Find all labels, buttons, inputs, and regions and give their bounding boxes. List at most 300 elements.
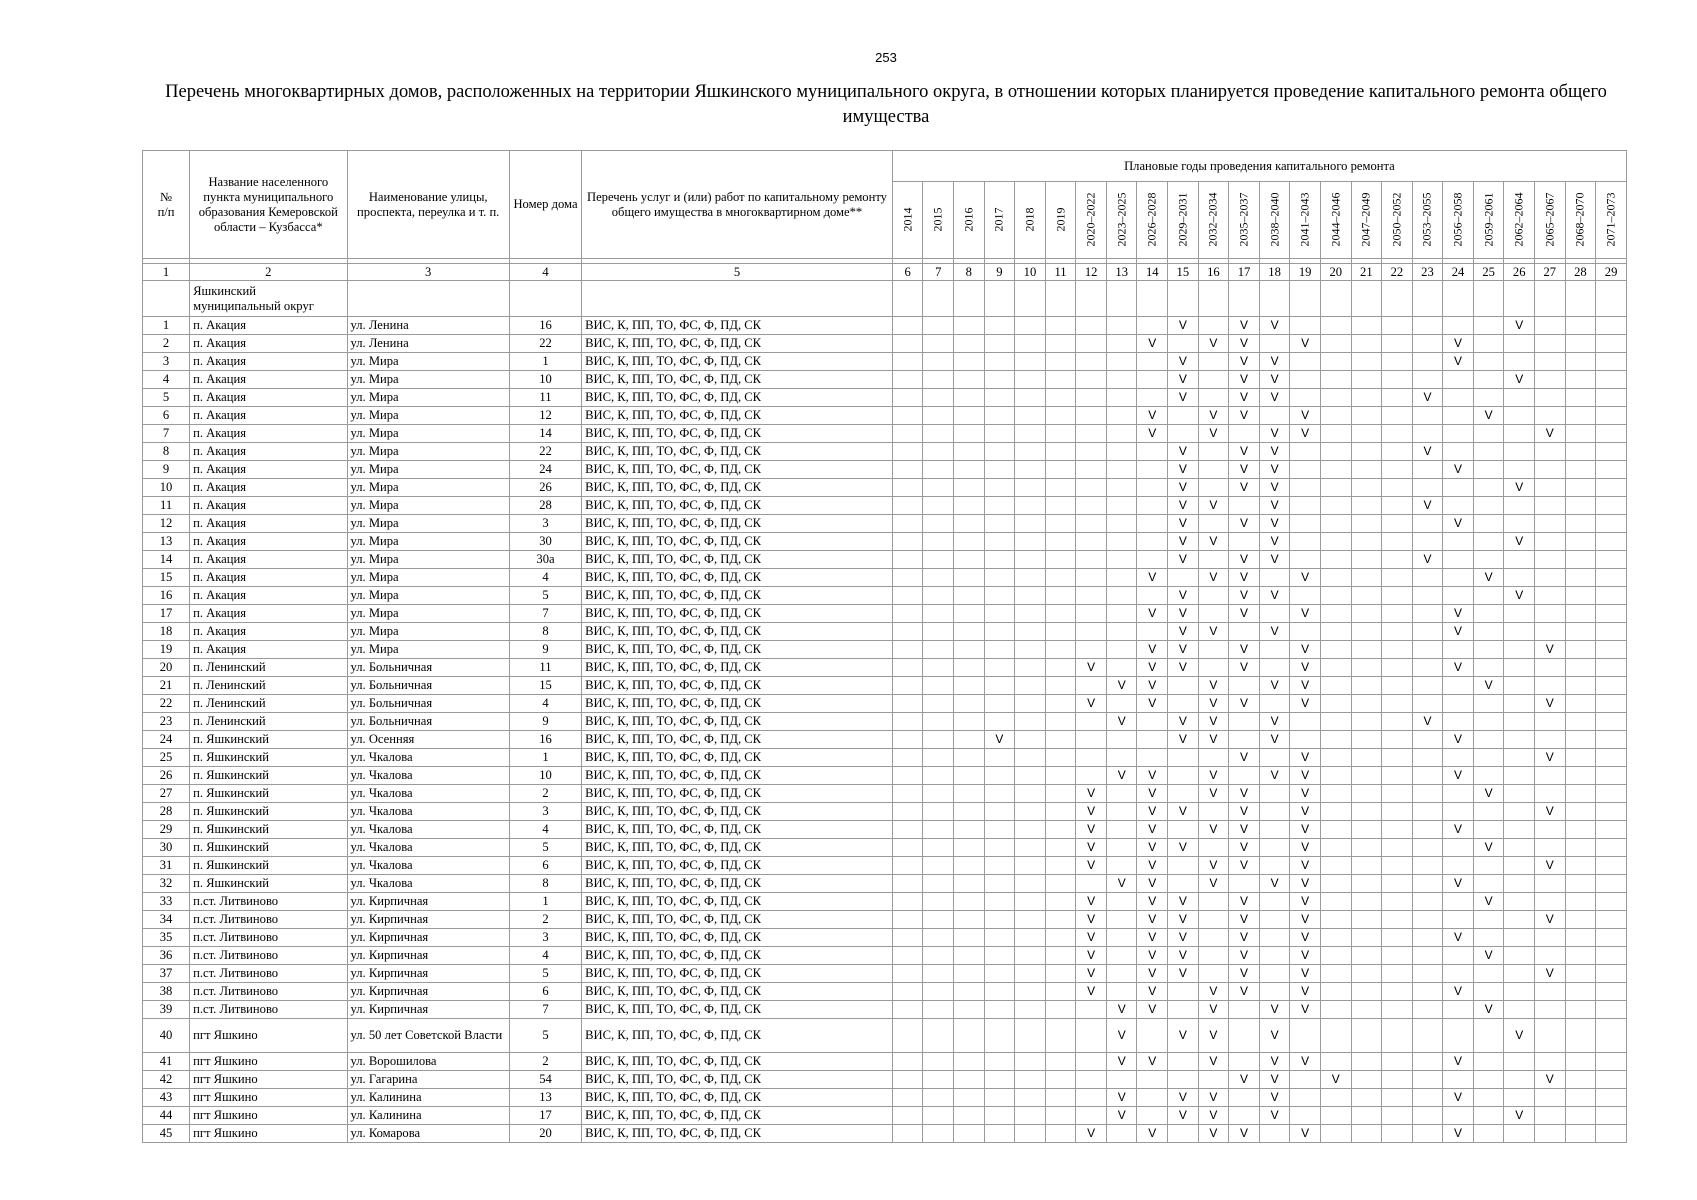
year-mark-cell <box>1473 659 1504 677</box>
year-mark-cell <box>1565 911 1596 929</box>
year-mark-cell <box>892 803 923 821</box>
year-mark-cell <box>1259 983 1290 1001</box>
year-mark-cell <box>1168 767 1199 785</box>
year-mark-cell <box>1320 587 1351 605</box>
year-mark-cell <box>1290 443 1321 461</box>
settlement-name: п.ст. Литвиново <box>190 947 347 965</box>
year-mark: V <box>1290 911 1321 929</box>
year-mark-cell <box>923 443 954 461</box>
year-mark-cell <box>984 785 1015 803</box>
year-mark-cell <box>892 353 923 371</box>
year-mark-cell <box>984 281 1015 317</box>
year-mark-cell <box>1565 1001 1596 1019</box>
year-mark-cell <box>1443 947 1474 965</box>
settlement-name: п. Акация <box>190 515 347 533</box>
year-mark: V <box>1198 1053 1229 1071</box>
year-mark-cell <box>1168 983 1199 1001</box>
year-mark-cell <box>1535 731 1566 749</box>
table-row <box>143 749 1627 767</box>
year-mark-cell <box>1045 425 1076 443</box>
header-year <box>1229 182 1260 259</box>
year-mark-cell <box>984 1053 1015 1071</box>
year-mark-cell <box>954 1019 985 1053</box>
header-year <box>892 182 923 259</box>
year-mark-cell <box>1320 551 1351 569</box>
services-list: ВИС, К, ПП, ТО, ФС, Ф, ПД, СК <box>582 353 893 371</box>
row-number: 31 <box>143 857 190 875</box>
year-mark-cell <box>1382 695 1413 713</box>
year-mark-cell <box>1351 443 1382 461</box>
year-mark: V <box>1443 353 1474 371</box>
column-number: 22 <box>1382 264 1413 281</box>
year-mark-cell <box>1320 677 1351 695</box>
year-mark-cell <box>1412 695 1443 713</box>
year-mark-cell <box>1473 1019 1504 1053</box>
year-mark: V <box>1259 461 1290 479</box>
year-mark-cell <box>1382 587 1413 605</box>
year-mark-cell <box>1382 533 1413 551</box>
settlement-name: п. Яшкинский <box>190 731 347 749</box>
year-mark-cell <box>1504 767 1535 785</box>
year-mark-cell <box>1443 425 1474 443</box>
street-name: ул. Чкалова <box>347 839 509 857</box>
year-mark-cell <box>1259 911 1290 929</box>
table-row <box>143 317 1627 335</box>
year-mark-cell <box>1565 785 1596 803</box>
year-mark: V <box>1076 785 1107 803</box>
year-mark: V <box>1443 821 1474 839</box>
district-empty-cell <box>582 281 893 317</box>
year-mark-cell <box>1382 389 1413 407</box>
row-number: 35 <box>143 929 190 947</box>
year-mark-cell <box>1565 875 1596 893</box>
year-mark: V <box>1443 335 1474 353</box>
year-mark-cell <box>984 857 1015 875</box>
year-mark: V <box>1229 551 1260 569</box>
year-mark: V <box>1473 893 1504 911</box>
year-mark-cell <box>1443 857 1474 875</box>
year-mark-cell <box>1106 605 1137 623</box>
year-mark: V <box>1137 839 1168 857</box>
year-mark-cell <box>1015 407 1046 425</box>
year-mark-cell <box>1412 1053 1443 1071</box>
year-mark-cell <box>923 1089 954 1107</box>
header-year <box>1565 182 1596 259</box>
services-list: ВИС, К, ПП, ТО, ФС, Ф, ПД, СК <box>582 1089 893 1107</box>
year-mark: V <box>1259 479 1290 497</box>
settlement-name: п. Акация <box>190 551 347 569</box>
year-mark-cell <box>1382 623 1413 641</box>
year-mark-cell <box>1412 587 1443 605</box>
year-mark-cell <box>1320 1125 1351 1143</box>
year-mark-cell <box>1168 749 1199 767</box>
year-mark-cell <box>1443 281 1474 317</box>
year-mark-cell <box>954 623 985 641</box>
column-number: 14 <box>1137 264 1168 281</box>
year-mark-cell <box>1412 1107 1443 1125</box>
year-mark: V <box>1473 1001 1504 1019</box>
table-row <box>143 425 1627 443</box>
street-name: ул. 50 лет Советской Власти <box>347 1019 509 1053</box>
year-mark-cell <box>984 335 1015 353</box>
year-mark-cell <box>1596 677 1627 695</box>
year-mark-cell <box>1596 857 1627 875</box>
year-mark-cell <box>1351 1107 1382 1125</box>
year-mark-cell <box>954 497 985 515</box>
year-mark-cell <box>1565 713 1596 731</box>
year-mark-cell <box>984 623 1015 641</box>
year-mark-cell <box>1473 983 1504 1001</box>
year-mark: V <box>1290 875 1321 893</box>
year-mark-cell <box>954 929 985 947</box>
year-mark-cell <box>1473 767 1504 785</box>
row-number: 27 <box>143 785 190 803</box>
year-mark-cell <box>1045 551 1076 569</box>
settlement-name: п. Яшкинский <box>190 785 347 803</box>
year-mark-cell <box>1382 1019 1413 1053</box>
year-mark-cell <box>923 929 954 947</box>
year-mark-cell <box>1596 443 1627 461</box>
year-mark-cell <box>1596 569 1627 587</box>
year-mark: V <box>1259 425 1290 443</box>
year-mark-cell <box>1473 317 1504 335</box>
year-mark-cell <box>1565 371 1596 389</box>
year-mark-cell <box>1320 317 1351 335</box>
year-mark: V <box>1229 695 1260 713</box>
year-mark: V <box>1259 1019 1290 1053</box>
year-mark-cell <box>1596 1089 1627 1107</box>
year-mark-cell <box>1351 1053 1382 1071</box>
year-mark-cell <box>923 803 954 821</box>
year-mark-cell <box>1565 1125 1596 1143</box>
house-number: 22 <box>509 443 581 461</box>
year-mark: V <box>1198 533 1229 551</box>
table-row <box>143 659 1627 677</box>
column-number: 28 <box>1565 264 1596 281</box>
services-list: ВИС, К, ПП, ТО, ФС, Ф, ПД, СК <box>582 335 893 353</box>
year-mark-cell <box>1015 1019 1046 1053</box>
year-mark: V <box>1137 569 1168 587</box>
header-year-label: 2035–2037 <box>1236 192 1251 247</box>
year-mark-cell <box>1229 1107 1260 1125</box>
year-mark-cell <box>923 839 954 857</box>
year-mark-cell <box>1168 1125 1199 1143</box>
year-mark-cell <box>984 569 1015 587</box>
year-mark-cell <box>1045 731 1076 749</box>
year-mark-cell <box>1290 1107 1321 1125</box>
row-number: 19 <box>143 641 190 659</box>
year-mark-cell <box>1045 1107 1076 1125</box>
year-mark-cell <box>1076 281 1107 317</box>
row-number: 37 <box>143 965 190 983</box>
year-mark-cell <box>1320 983 1351 1001</box>
year-mark-cell <box>1565 443 1596 461</box>
year-mark-cell <box>1412 767 1443 785</box>
year-mark-cell <box>1045 659 1076 677</box>
year-mark: V <box>1168 965 1199 983</box>
street-name: ул. Калинина <box>347 1107 509 1125</box>
year-mark-cell <box>1504 821 1535 839</box>
year-mark-cell <box>1596 713 1627 731</box>
year-mark-cell <box>1259 821 1290 839</box>
year-mark-cell <box>1198 911 1229 929</box>
row-number: 41 <box>143 1053 190 1071</box>
year-mark: V <box>1473 785 1504 803</box>
year-mark-cell <box>1535 389 1566 407</box>
house-number: 5 <box>509 839 581 857</box>
year-mark-cell <box>1535 497 1566 515</box>
year-mark-cell <box>1320 407 1351 425</box>
street-name: ул. Чкалова <box>347 821 509 839</box>
year-mark-cell <box>1290 515 1321 533</box>
year-mark-cell <box>1443 785 1474 803</box>
year-mark-cell <box>1535 605 1566 623</box>
header-year <box>1198 182 1229 259</box>
year-mark-cell <box>923 479 954 497</box>
year-mark: V <box>1290 749 1321 767</box>
year-mark: V <box>1137 857 1168 875</box>
year-mark-cell <box>1106 623 1137 641</box>
year-mark-cell <box>1015 533 1046 551</box>
year-mark-cell <box>1473 461 1504 479</box>
year-mark-cell <box>1473 641 1504 659</box>
services-list: ВИС, К, ПП, ТО, ФС, Ф, ПД, СК <box>582 389 893 407</box>
table-row <box>143 983 1627 1001</box>
year-mark: V <box>1168 605 1199 623</box>
year-mark-cell <box>1535 1019 1566 1053</box>
year-mark-cell <box>1168 281 1199 317</box>
column-number: 4 <box>509 264 581 281</box>
year-mark-cell <box>1168 875 1199 893</box>
table-row <box>143 497 1627 515</box>
year-mark-cell <box>1198 389 1229 407</box>
house-number: 3 <box>509 803 581 821</box>
year-mark-cell <box>954 983 985 1001</box>
year-mark-cell <box>1106 803 1137 821</box>
year-mark-cell <box>923 731 954 749</box>
year-mark-cell <box>1412 335 1443 353</box>
house-number: 1 <box>509 893 581 911</box>
year-mark-cell <box>1076 641 1107 659</box>
year-mark: V <box>1259 1053 1290 1071</box>
settlement-name: пгт Яшкино <box>190 1107 347 1125</box>
year-mark-cell <box>984 875 1015 893</box>
year-mark: V <box>1198 569 1229 587</box>
settlement-name: п.ст. Литвиново <box>190 965 347 983</box>
year-mark-cell <box>984 947 1015 965</box>
year-mark-cell <box>1351 1071 1382 1089</box>
year-mark-cell <box>1535 515 1566 533</box>
year-mark: V <box>1137 803 1168 821</box>
year-mark-cell <box>1320 461 1351 479</box>
year-mark-cell <box>1168 569 1199 587</box>
services-list: ВИС, К, ПП, ТО, ФС, Ф, ПД, СК <box>582 983 893 1001</box>
house-number: 1 <box>509 749 581 767</box>
year-mark: V <box>1229 965 1260 983</box>
year-mark-cell <box>1596 731 1627 749</box>
year-mark-cell <box>1504 1125 1535 1143</box>
year-mark-cell <box>923 605 954 623</box>
year-mark-cell <box>1076 335 1107 353</box>
year-mark-cell <box>1320 713 1351 731</box>
year-mark-cell <box>1596 821 1627 839</box>
year-mark-cell <box>892 731 923 749</box>
year-mark-cell <box>1076 623 1107 641</box>
services-list: ВИС, К, ПП, ТО, ФС, Ф, ПД, СК <box>582 641 893 659</box>
year-mark-cell <box>1015 317 1046 335</box>
house-number: 5 <box>509 587 581 605</box>
services-list: ВИС, К, ПП, ТО, ФС, Ф, ПД, СК <box>582 605 893 623</box>
column-number: 19 <box>1290 264 1321 281</box>
year-mark: V <box>1290 839 1321 857</box>
year-mark: V <box>1168 353 1199 371</box>
services-list: ВИС, К, ПП, ТО, ФС, Ф, ПД, СК <box>582 1071 893 1089</box>
column-number: 15 <box>1168 264 1199 281</box>
house-number: 10 <box>509 767 581 785</box>
year-mark: V <box>1229 407 1260 425</box>
services-list: ВИС, К, ПП, ТО, ФС, Ф, ПД, СК <box>582 1053 893 1071</box>
year-mark-cell <box>1015 947 1046 965</box>
year-mark: V <box>1535 1071 1566 1089</box>
house-number: 6 <box>509 857 581 875</box>
services-list: ВИС, К, ПП, ТО, ФС, Ф, ПД, СК <box>582 443 893 461</box>
year-mark-cell <box>1106 389 1137 407</box>
year-mark: V <box>1229 749 1260 767</box>
street-name: ул. Мира <box>347 641 509 659</box>
column-number: 8 <box>954 264 985 281</box>
header-year-label: 2029–2031 <box>1175 192 1190 247</box>
year-mark-cell <box>984 713 1015 731</box>
year-mark: V <box>1504 479 1535 497</box>
year-mark: V <box>1168 533 1199 551</box>
year-mark-cell <box>1412 875 1443 893</box>
year-mark-cell <box>1106 911 1137 929</box>
year-mark-cell <box>1015 425 1046 443</box>
column-number: 2 <box>190 264 347 281</box>
header-year-label: 2015 <box>930 207 945 232</box>
house-number: 30а <box>509 551 581 569</box>
year-mark-cell <box>1045 1019 1076 1053</box>
house-number: 54 <box>509 1071 581 1089</box>
year-mark: V <box>1290 803 1321 821</box>
row-number: 4 <box>143 371 190 389</box>
year-mark-cell <box>1320 731 1351 749</box>
year-mark-cell <box>1412 353 1443 371</box>
street-name: ул. Мира <box>347 551 509 569</box>
year-mark-cell <box>1045 623 1076 641</box>
table-row <box>143 1125 1627 1143</box>
services-list: ВИС, К, ПП, ТО, ФС, Ф, ПД, СК <box>582 767 893 785</box>
year-mark-cell <box>1320 857 1351 875</box>
year-mark-cell <box>1535 1001 1566 1019</box>
header-year-label: 2023–2025 <box>1114 192 1129 247</box>
year-mark-cell <box>1198 515 1229 533</box>
year-mark: V <box>1106 677 1137 695</box>
year-mark-cell <box>923 1107 954 1125</box>
year-mark-cell <box>1382 425 1413 443</box>
year-mark: V <box>1168 497 1199 515</box>
year-mark-cell <box>892 1071 923 1089</box>
year-mark-cell <box>1351 515 1382 533</box>
year-mark-cell <box>1473 353 1504 371</box>
year-mark-cell <box>1045 281 1076 317</box>
year-mark-cell <box>1045 389 1076 407</box>
year-mark: V <box>1504 587 1535 605</box>
settlement-name: пгт Яшкино <box>190 1071 347 1089</box>
year-mark: V <box>1076 839 1107 857</box>
year-mark: V <box>1290 821 1321 839</box>
year-mark-cell <box>1076 515 1107 533</box>
row-number: 23 <box>143 713 190 731</box>
settlement-name: п. Акация <box>190 443 347 461</box>
year-mark-cell <box>1443 1107 1474 1125</box>
settlement-name: п.ст. Литвиново <box>190 893 347 911</box>
year-mark-cell <box>1565 965 1596 983</box>
year-mark-cell <box>1106 983 1137 1001</box>
year-mark-cell <box>1198 803 1229 821</box>
year-mark: V <box>1504 317 1535 335</box>
services-list: ВИС, К, ПП, ТО, ФС, Ф, ПД, СК <box>582 479 893 497</box>
year-mark-cell <box>1596 875 1627 893</box>
street-name: ул. Кирпичная <box>347 965 509 983</box>
year-mark-cell <box>954 1001 985 1019</box>
year-mark-cell <box>984 317 1015 335</box>
year-mark-cell <box>984 425 1015 443</box>
year-mark-cell <box>1137 461 1168 479</box>
year-mark-cell <box>1351 407 1382 425</box>
year-mark-cell <box>892 983 923 1001</box>
year-mark-cell <box>954 749 985 767</box>
year-mark-cell <box>1137 515 1168 533</box>
year-mark-cell <box>1535 1089 1566 1107</box>
year-mark-cell <box>1443 533 1474 551</box>
year-mark-cell <box>1504 713 1535 731</box>
year-mark-cell <box>1351 641 1382 659</box>
year-mark-cell <box>1565 515 1596 533</box>
table-row <box>143 965 1627 983</box>
services-list: ВИС, К, ПП, ТО, ФС, Ф, ПД, СК <box>582 821 893 839</box>
year-mark-cell <box>892 713 923 731</box>
year-mark-cell <box>1565 1089 1596 1107</box>
year-mark: V <box>1198 857 1229 875</box>
house-number: 2 <box>509 785 581 803</box>
year-mark-cell <box>892 605 923 623</box>
year-mark-cell <box>1076 317 1107 335</box>
table-row <box>143 335 1627 353</box>
year-mark-cell <box>923 1019 954 1053</box>
year-mark-cell <box>954 857 985 875</box>
year-mark: V <box>1229 911 1260 929</box>
services-list: ВИС, К, ПП, ТО, ФС, Ф, ПД, СК <box>582 659 893 677</box>
year-mark: V <box>1137 335 1168 353</box>
year-mark-cell <box>1106 587 1137 605</box>
column-number: 24 <box>1443 264 1474 281</box>
year-mark: V <box>1137 821 1168 839</box>
settlement-name: п. Акация <box>190 479 347 497</box>
services-list: ВИС, К, ПП, ТО, ФС, Ф, ПД, СК <box>582 749 893 767</box>
year-mark: V <box>1290 929 1321 947</box>
year-mark-cell <box>1168 695 1199 713</box>
services-list: ВИС, К, ПП, ТО, ФС, Ф, ПД, СК <box>582 623 893 641</box>
year-mark-cell <box>1596 353 1627 371</box>
house-number: 24 <box>509 461 581 479</box>
services-list: ВИС, К, ПП, ТО, ФС, Ф, ПД, СК <box>582 1107 893 1125</box>
street-name: ул. Мира <box>347 605 509 623</box>
row-number: 15 <box>143 569 190 587</box>
year-mark: V <box>1535 965 1566 983</box>
year-mark-cell <box>984 479 1015 497</box>
year-mark-cell <box>1565 461 1596 479</box>
